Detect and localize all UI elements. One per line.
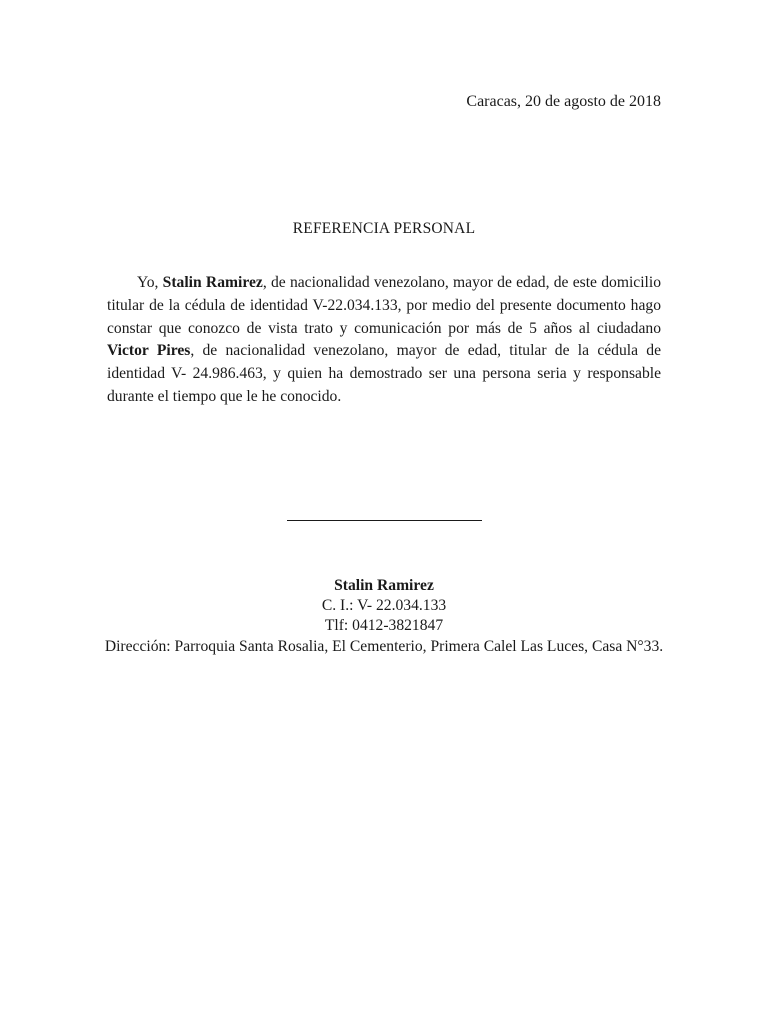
document-date: Caracas, 20 de agosto de 2018	[466, 93, 661, 110]
document-title: REFERENCIA PERSONAL	[292, 220, 476, 237]
signature-block	[0, 576, 768, 657]
signer-address: Dirección: Parroquia Santa Rosalia, El Cementerio, Primera Calel Las Luces, Casa N°33.	[104, 637, 664, 655]
referee-name: Stalin Ramirez	[162, 274, 263, 291]
signer-id: C. I.: V- 22.034.133	[321, 597, 447, 615]
signature-line	[287, 520, 482, 521]
signer-name: Stalin Ramirez	[334, 577, 434, 594]
paragraph-text-3: , de nacionalidad venezolano, mayor de edad, titular de la cédula de identidad V- 24.986.463, y quien ha demostrado ser una persona seria y responsable durante el tiempo que le he conocido.	[107, 342, 662, 405]
signer-phone: Tlf: 0412-3821847	[324, 617, 444, 635]
referenced-person-name: Victor Pires	[107, 342, 191, 360]
paragraph-text-1: Yo,	[137, 274, 163, 291]
paragraph-text-2: , de nacionalidad venezolano, mayor de edad, de este domicilio titular de la cédula de identidad V-22.034.133, por medio del presente documento hago constar que conozco de vista trato y comunicación por más de 5 años al ciudadano	[107, 274, 662, 337]
reference-paragraph	[107, 272, 661, 409]
